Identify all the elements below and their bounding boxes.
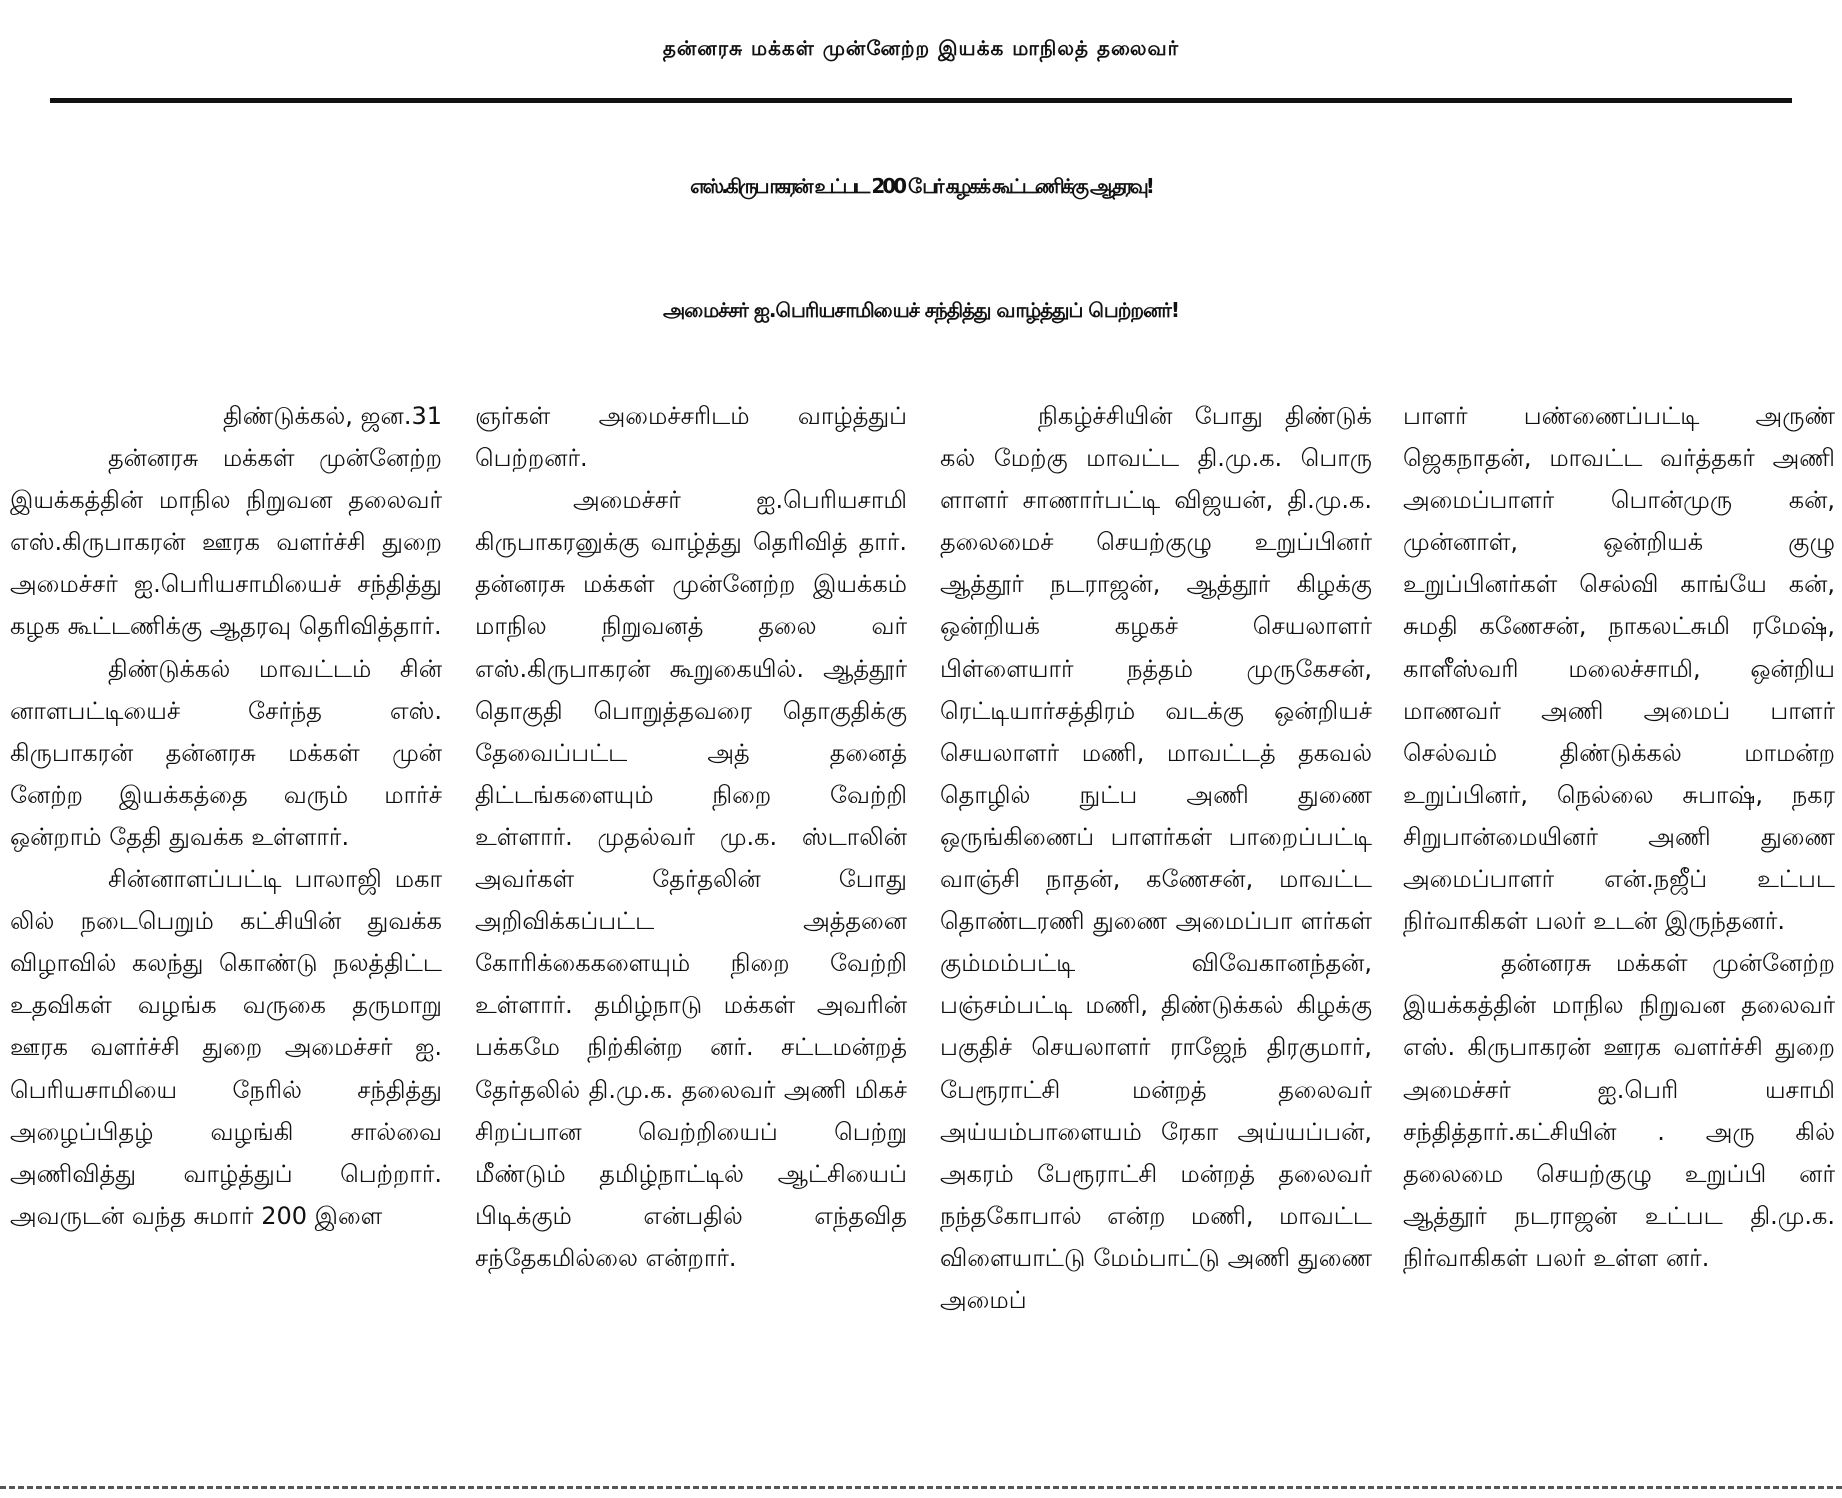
column-1 [10, 395, 442, 1237]
kicker-line: தன்னரசு மக்கள் முன்னேற்ற இயக்க மாநிலத் தலைவர் [662, 36, 1180, 60]
paragraph: திண்டுக்கல் மாவட்டம் சின் னாளபட்டியைச் சேர்ந்த எஸ். கிருபாகரன் தன்னரசு மக்கள் முன் னேற்ற இயக்கத்தை வரும் மார்ச் ஒன்றாம் தேதி துவக்க உள்ளார். [10, 654, 442, 851]
subheadline: அமைச்சர் ஐ.பெரியசாமியைச் சந்தித்து வாழ்த்துப் பெற்றனர்! [663, 298, 1179, 322]
column-2 [475, 395, 907, 1279]
paragraph: தன்னரசு மக்கள் முன்னேற்ற இயக்கத்தின் மாநில நிறுவன தலைவர் எஸ்.கிருபாகரன் ஊரக வளர்ச்சி துறை அமைச்சர் ஐ.பெரியசாமியைச் சந்தித்து கழக கூட்டணிக்கு ஆதரவு தெரிவித்தார். [10, 444, 442, 641]
article-body [10, 395, 1835, 1475]
paragraph: நிகழ்ச்சியின் போது திண்டுக் கல் மேற்கு மாவட்ட தி.மு.க. பொரு ளாளர் சாணார்பட்டி விஜயன், தி.மு.க. தலைமைச் செயற்குழு உறுப்பினர் ஆத்தூர் நடராஜன், ஆத்தூர் கிழக்கு ஒன்றியக் கழகச் செயலாளர் பிள்ளையார் நத்தம் முருகேசன், ரெட்டியார்சத்திரம் வடக்கு ஒன்றியச் செயலாளர் மணி, மாவட்டத் தகவல் தொழில் நுட்ப அணி துணை ஒருங்கிணைப் பாளர்கள் பாறைப்பட்டி வாஞ்சி நாதன், கணேசன், மாவட்ட தொண்டரணி துணை அமைப்பா ளர்கள் கும்மம்பட்டி விவேகானந்தன், பஞ்சம்பட்டி மணி, திண்டுக்கல் கிழக்கு பகுதிச் செயலாளர் ராஜேந் திரகுமார், பேரூராட்சி மன்றத் தலைவர் அய்யம்பாளையம் ரேகா அய்யப்பன், அகரம் பேரூராட்சி மன்றத் தலைவர் நந்தகோபால் என்ற மணி, மாவட்ட விளையாட்டு மேம்பாட்டு அணி துணை அமைப் [940, 402, 1372, 1314]
paragraph: சின்னாளப்பட்டி பாலாஜி மகா லில் நடைபெறும் கட்சியின் துவக்க விழாவில் கலந்து கொண்டு நலத்திட்ட உதவிகள் வழங்க வருகை தருமாறு ஊரக வளர்ச்சி துறை அமைச்சர் ஐ. பெரியசாமியை நேரில் சந்தித்து அழைப்பிதழ் வழங்கி சால்வை அணிவித்து வாழ்த்துப் பெற்றார். அவருடன் வந்த சுமார் 200 இளை [10, 865, 442, 1230]
headline: எஸ்.கிருபாகரன் உட்பட 200 பேர் கழகக் கூட்டணிக்கு ஆதரவு! [690, 174, 1152, 198]
paragraph: பாளர் பண்ணைப்பட்டி அருண் ஜெகநாதன், மாவட்ட வர்த்தகர் அணி அமைப்பாளர் பொன்முரு கன், முன்னாள், ஒன்றியக் குழு உறுப்பினர்கள் செல்வி காங்யே கன், சுமதி கணேசன், நாகலட்சுமி ரமேஷ், காளீஸ்வரி மலைச்சாமி, ஒன்றிய மாணவர் அணி அமைப் பாளர் செல்வம் திண்டுக்கல் மாமன்ற உறுப்பினர், நெல்லை சுபாஷ், நகர சிறுபான்மையினர் அணி துணை அமைப்பாளர் என்.நஜீப் உட்பட நிர்வாகிகள் பலர் உடன் இருந்தனர். [1403, 402, 1835, 936]
column-4 [1403, 395, 1835, 1279]
paragraph: தன்னரசு மக்கள் முன்னேற்ற இயக்கத்தின் மாநில நிறுவன தலைவர் எஸ். கிருபாகரன் ஊரக வளர்ச்சி துறை அமைச்சர் ஐ.பெரி யசாமி சந்தித்தார்.கட்சியின் . அரு கில் தலைமை செயற்குழு உறுப்பி னர் ஆத்தூர் நடராஜன் உட்பட தி.மு.க. நிர்வாகிகள் பலர் உள்ள னர். [1403, 949, 1835, 1272]
bottom-rule [0, 1486, 1842, 1489]
column-3 [940, 395, 1372, 1321]
dateline: திண்டுக்கல், ஜன.31 [223, 402, 442, 430]
paragraph: ஞர்கள் அமைச்சரிடம் வாழ்த்துப் பெற்றனர். [475, 402, 907, 473]
header-rule [50, 98, 1792, 103]
paragraph: அமைச்சர் ஐ.பெரியசாமி கிருபாகரனுக்கு வாழ்த்து தெரிவித் தார். தன்னரசு மக்கள் முன்னேற்ற இயக்கம் மாநில நிறுவனத் தலை வர் எஸ்.கிருபாகரன் கூறுகையில். ஆத்தூர் தொகுதி பொறுத்தவரை தொகுதிக்கு தேவைப்பட்ட அத் தனைத் திட்டங்களையும் நிறை வேற்றி உள்ளார். முதல்வர் மு.க. ஸ்டாலின் அவர்கள் தேர்தலின் போது அறிவிக்கப்பட்ட அத்தனை கோரிக்கைகளையும் நிறை வேற்றி உள்ளார். தமிழ்நாடு மக்கள் அவரின் பக்கமே நிற்கின்ற னர். சட்டமன்றத் தேர்தலில் தி.மு.க. தலைவர் அணி மிகச் சிறப்பான வெற்றியைப் பெற்று மீண்டும் தமிழ்நாட்டில் ஆட்சியைப் பிடிக்கும் என்பதில் எந்தவித சந்தேகமில்லை என்றார். [475, 486, 907, 1272]
